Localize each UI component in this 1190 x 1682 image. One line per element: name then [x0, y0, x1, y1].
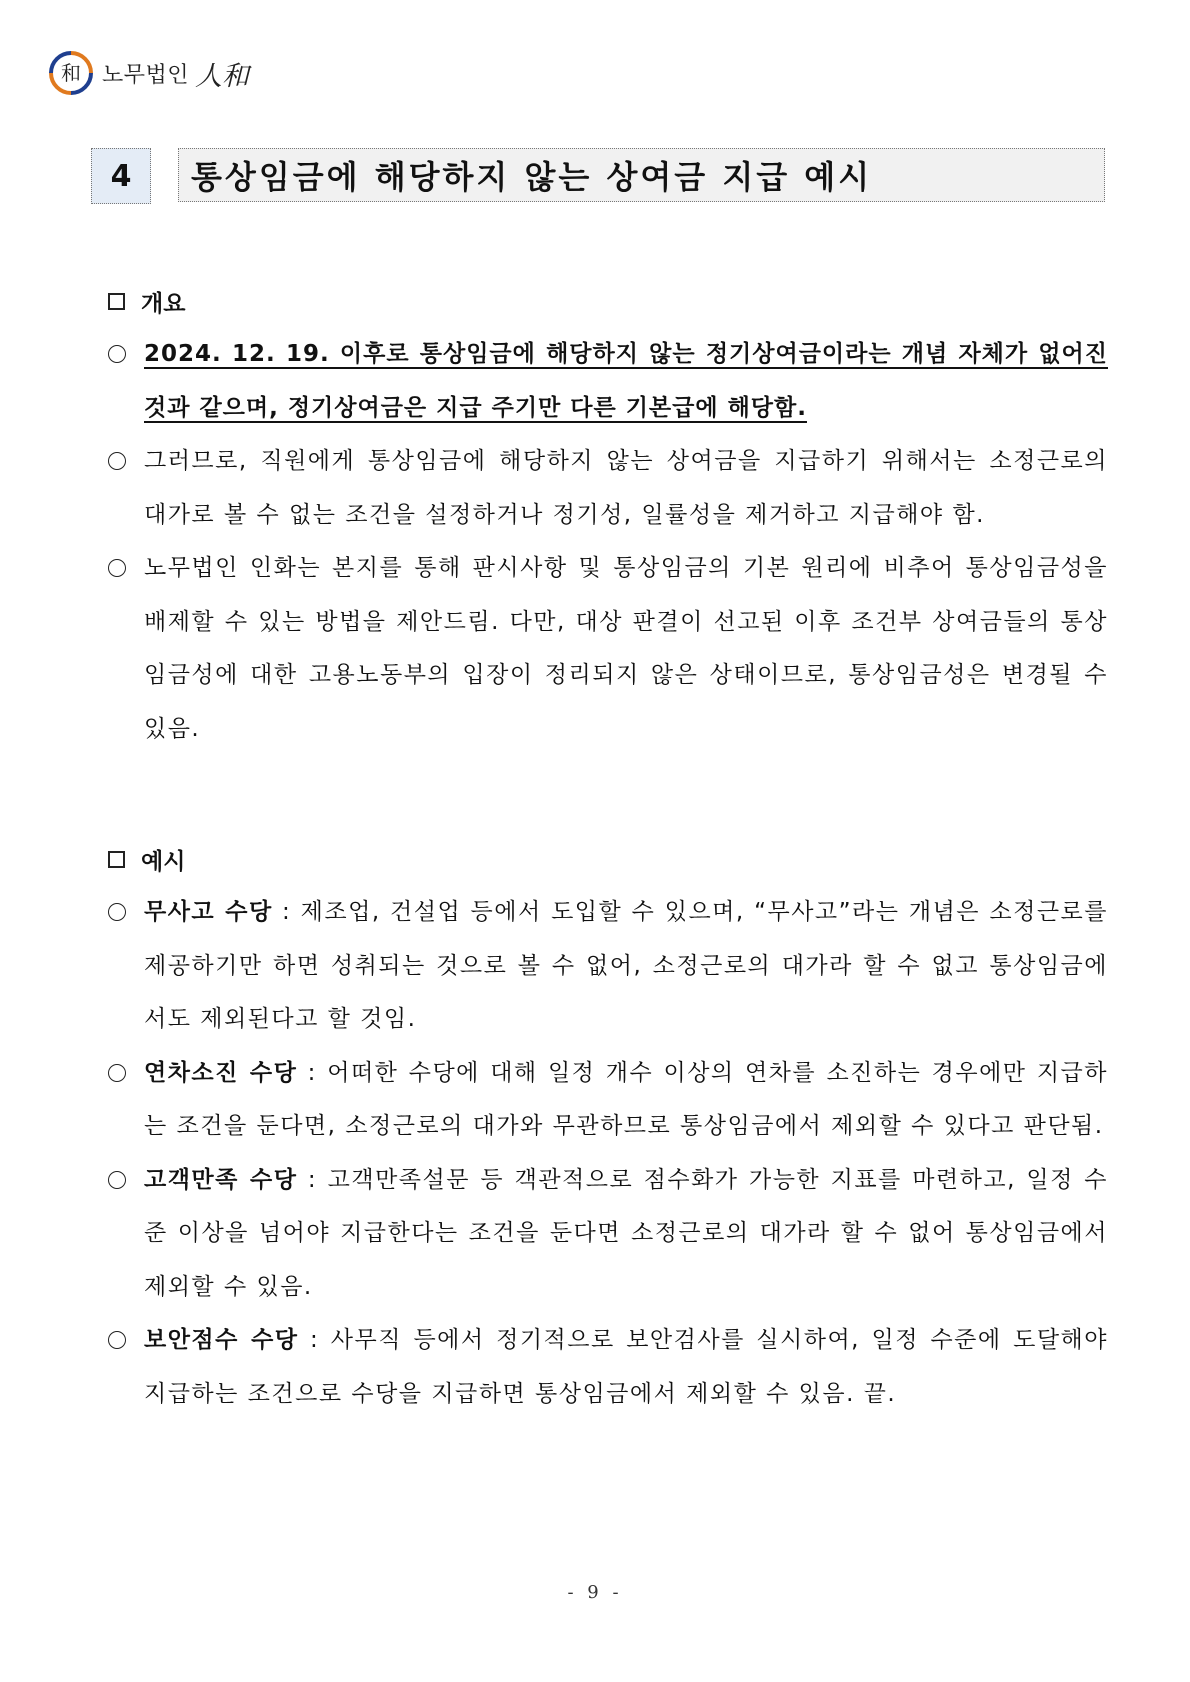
section-number: 4	[91, 148, 151, 204]
document-body	[108, 274, 1108, 1421]
examples-heading-label: 예시	[141, 848, 186, 875]
example-text: : 어떠한 수당에 대해 일정 개수 이상의 연차를 소진하는 경우에만 지급하는 조건을 둔다면, 소정근로의 대가와 무관하므로 통상임금에서 제외할 수 있다고 판단됨.	[144, 1059, 1108, 1139]
firm-hanja: 人和	[195, 60, 250, 92]
overview-paragraph-text: 그러므로, 직원에게 통상임금에 해당하지 않는 상여금을 지급하기 위해서는 소정근로의 대가로 볼 수 없는 조건을 설정하거나 정기성, 일률성을 제거하고 지급해야 함.	[144, 448, 1108, 528]
example-item	[108, 1154, 1108, 1315]
section-title: 통상임금에 해당하지 않는 상여금 지급 예시	[178, 148, 1105, 202]
example-item	[108, 1047, 1108, 1154]
overview-paragraph-text: 2024. 12. 19. 이후로 통상임금에 해당하지 않는 정기상여금이라는 개념 자체가 없어진 것과 같으며, 정기상여금은 지급 주기만 다른 기본급에 해당함.	[144, 341, 1108, 421]
example-label: 보안점수 수당	[144, 1327, 299, 1353]
examples-heading	[108, 832, 1108, 886]
circle-bullet-icon	[108, 903, 126, 921]
circle-bullet-icon	[108, 345, 126, 363]
example-text: : 사무직 등에서 정기적으로 보안검사를 실시하여, 일정 수준에 도달해야 지급하는 조건으로 수당을 지급하면 통상임금에서 제외할 수 있음. 끝.	[144, 1327, 1108, 1407]
example-label: 연차소진 수당	[144, 1059, 298, 1086]
firm-name: 노무법인	[102, 62, 190, 88]
firm-emblem-icon	[48, 50, 94, 96]
overview-paragraph-text: 노무법인 인화는 본지를 통해 판시사항 및 통상임금의 기본 원리에 비추어 통상임금성을 배제할 수 있는 방법을 제안드림. 다만, 대상 판결이 선고된 이후 조건부 상여금들의 통상임금성에 대한 고용노동부의 입장이 정리되지 않은 상태이므로, 통상임금성은 변경될 수 있음.	[144, 555, 1108, 742]
circle-bullet-icon	[108, 1064, 126, 1082]
example-text: : 제조업, 건설업 등에서 도입할 수 있으며, “무사고”라는 개념은 소정근로를 제공하기만 하면 성취되는 것으로 볼 수 없어, 소정근로의 대가라 할 수 없고 통상임금에서도 제외된다고 할 것임.	[144, 899, 1108, 1032]
example-item	[108, 1314, 1108, 1421]
overview-paragraph	[108, 328, 1108, 435]
example-text: : 고객만족설문 등 객관적으로 점수화가 가능한 지표를 마련하고, 일정 수준 이상을 넘어야 지급한다는 조건을 둔다면 소정근로의 대가라 할 수 없어 통상임금에서 제외할 수 있음.	[144, 1166, 1108, 1300]
overview-heading-label: 개요	[141, 290, 186, 317]
example-item	[108, 886, 1108, 1047]
overview-paragraph	[108, 435, 1108, 542]
circle-bullet-icon	[108, 452, 126, 470]
example-label: 고객만족 수당	[144, 1166, 298, 1193]
overview-paragraph	[108, 542, 1108, 756]
page-number: - 9 -	[567, 1582, 623, 1603]
square-bullet-icon	[108, 851, 125, 868]
example-label: 무사고 수당	[144, 899, 273, 925]
circle-bullet-icon	[108, 1171, 126, 1189]
circle-bullet-icon	[108, 559, 126, 577]
logo-glyph: 和	[61, 61, 81, 85]
square-bullet-icon	[108, 293, 125, 310]
firm-logo	[48, 50, 249, 96]
overview-heading	[108, 274, 1108, 328]
circle-bullet-icon	[108, 1331, 126, 1349]
